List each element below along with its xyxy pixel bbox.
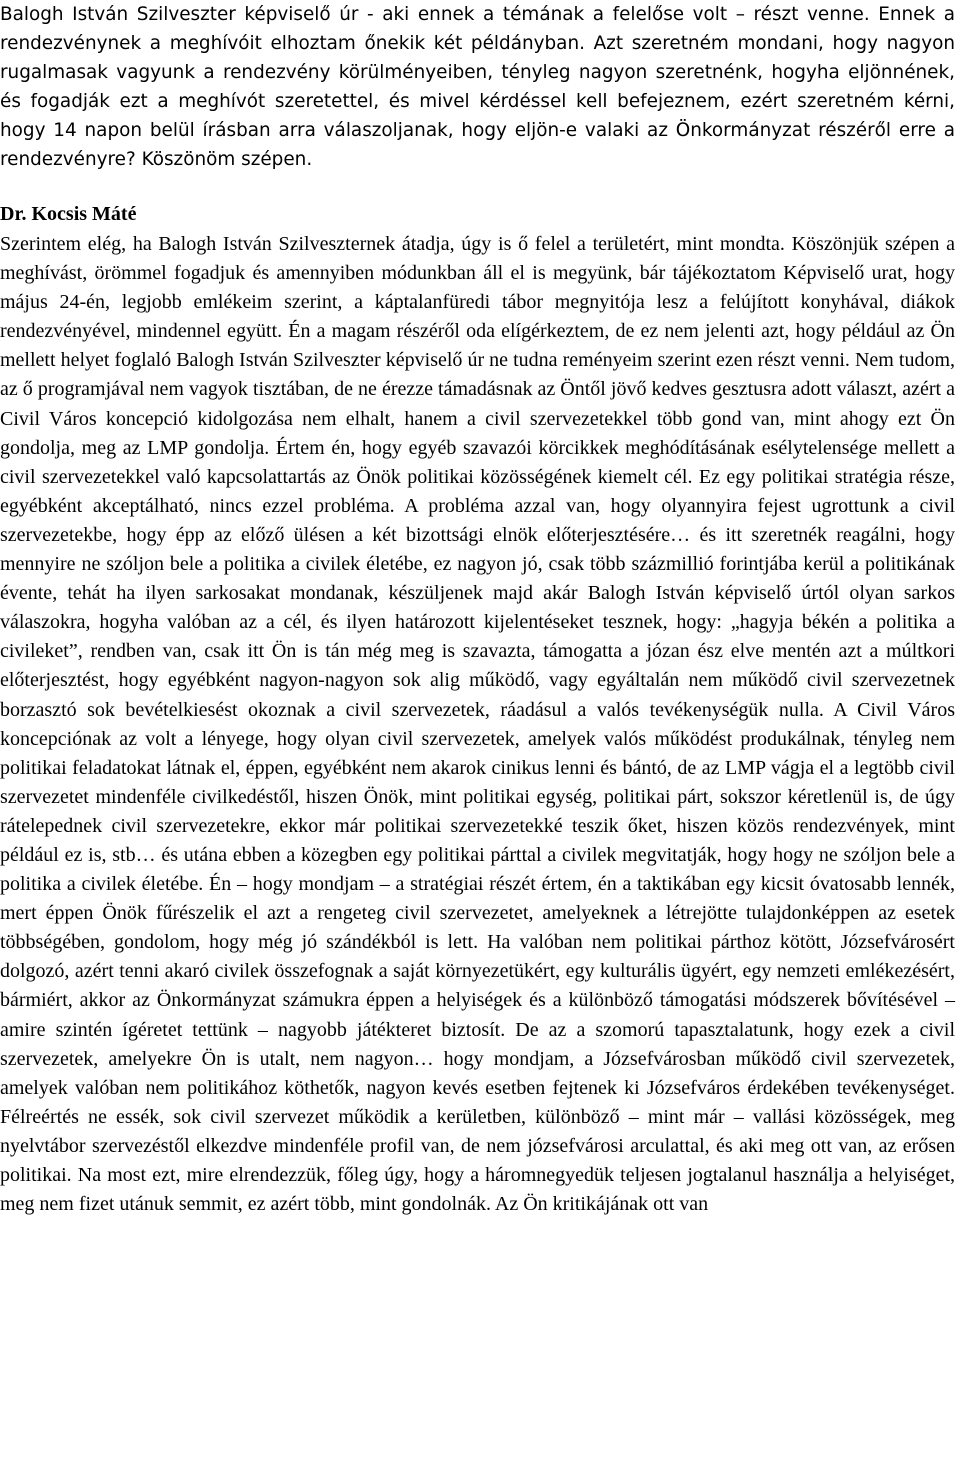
speech-paragraph: Szerintem elég, ha Balogh István Szilveszternek átadja, úgy is ő felel a területért, mint mondta. Köszönjük szépen a meghívást, örömmel fogadjuk és amennyiben módunkban áll el is megyünk, bár tájékoztatom Képviselő urat, hogy május 24-én, legjobb emlékeim szerint, a káptalanfüredi tábor megnyitója lesz a felújított konyhával, diákok rendezvényével, mindennel együtt. Én a magam részéről oda elígérkeztem, de ez nem jelenti azt, hogy például az Ön mellett helyet foglaló Balogh István Szilveszter képviselő úr ne tudna reményeim szerint ezen részt venni. Nem tudom, az ő programjával nem vagyok tisztában, de ne érezze támadásnak az Öntől jövő kedves gesztusra adott választ, azért a Civil Város koncepció kidolgozása nem elhalt, hanem a civil szervezetekkel több gond van, mint ahogy ezt Ön gondolja, meg az LMP gondolja. Értem én, hogy egyéb szavazói körcikkek meghódításának esélytelensége mellett a civil szervezetekkel való kapcsolattartás az Önök politikai közösségének kiemelt cél. Ez egy politikai stratégia része, egyébként akceptálható, nincs ezzel probléma. A probléma azzal van, hogy olyannyira fejest ugrottunk a civil szervezetekbe, hogy épp az előző ülésen a két bizottsági elnök előterjesztésére… és itt szeretnék reagálni, hogy mennyire ne szóljon bele a politika a civilek életébe, ez nagyon jó, csak több százmillió forintjába kerül a politikának évente, tehát ha ilyen sarkosakat mondanak, készüljenek majd akár Balogh István képviselő úrtól olyan sarkos válaszokra, hogyha valóban az a cél, és ilyen határozott kijelentéseket tesznek, hogy: „hagyja békén a politika a civileket”, rendben van, csak itt Ön is tán még meg is szavazta, támogatta a józan ész elve mentén azt a múltkori előterjesztést, hogy egyébként nagyon-nagyon sok alig működő, vagy egyáltalán nem működő civil szervezetnek borzasztó sok bevételkiesést okoznak a civil szervezetek, ráadásul a valós tevékenységük nulla. A Civil Város koncepciónak az volt a lényege, hogy olyan civil szervezetek, amelyek valós működést produkálnak, tényleg nem politikai feladatokat látnak el, éppen, egyébként nem akarok cinikus lenni és bántó, de az LMP vágja el a legtöbb civil szervezetet mindenféle civilkedéstől, hiszen Önök, mint politikai egység, politikai párt, sokszor kéretlenül is, de úgy rátelepednek civil szervezetekre, ekkor már politikai szervezetekké teszik őket, hiszen közös rendezvények, mint például ez is, stb… és utána ebben a közegben egy politikai párttal a civilek megvitatják, hogy hogy ne szóljon bele a politika a civilek életébe. Én – hogy mondjam – a stratégiai részét értem, én a taktikában egy kicsit óvatosabb lennék, mert éppen Önök fűrészelik el azt a rengeteg civil szervezetet, amelyeknek a létrejötte tulajdonképpen az esetek többségében, gondolom, hogy még jó szándékból is lett. Ha valóban nem politikai párthoz kötött, Józsefvárosért dolgozó, azért tenni akaró civilek összefognak a saját környezetükért, egy kulturális ügyért, egy nemzeti emlékezésért, bármiért, akkor az Önkormányzat számukra éppen a helyiségek és a különböző támogatási módszerek bővítésével – amire szintén ígéretet tettünk – nagyobb játékteret biztosít. De az a szomorú tapasztalatunk, hogy ezek a civil szervezetek, amelyekre Ön is utalt, nem nagyon… hogy mondjam, a Józsefvárosban működő civil szervezetek, amelyek valóban nem politikához köthetők, nagyon kevés esetben fejtenek ki Józsefváros érdekében tevékenységet. Félreértés ne essék, sok civil szervezet működik a kerületben, különböző – mint már – vallási közösségek, meg nyelvtábor szervezéstől elkezdve mindenféle profil van, de nem józsefvárosi arculattal, és aki meg ott van, az erősen politikai. Na most ezt, mire elrendezzük, főleg úgy, hogy a háromnegyedük teljesen jogtalanul használja a helyiséget, meg nem fizet utánuk semmit, ez azért több, mint gondolnák. Az Ön kritikájának ott van — [0, 233, 955, 1216]
speaker-name: Dr. Kocsis Máté — [0, 203, 137, 225]
opening-paragraph: Balogh István Szilveszter képviselő úr - aki ennek a témának a felelőse volt – részt venne. Ennek a rendezvénynek a meghívóit elhoztam őnekik két példányban. Azt szeretném mondani, hogy nagyon rugalmasak vagyunk a rendezvény körülményeiben, tényleg nagyon szeretnénk, hogyha eljönnének, és fogadják ezt a meghívót szeretettel, és mivel kérdéssel kell befejeznem, ezért szeretném kérni, hogy 14 napon belül írásban arra válaszoljanak, hogy eljön-e valaki az Önkormányzat részéről erre a rendezvényre? Köszönöm szépen. — [0, 4, 955, 171]
